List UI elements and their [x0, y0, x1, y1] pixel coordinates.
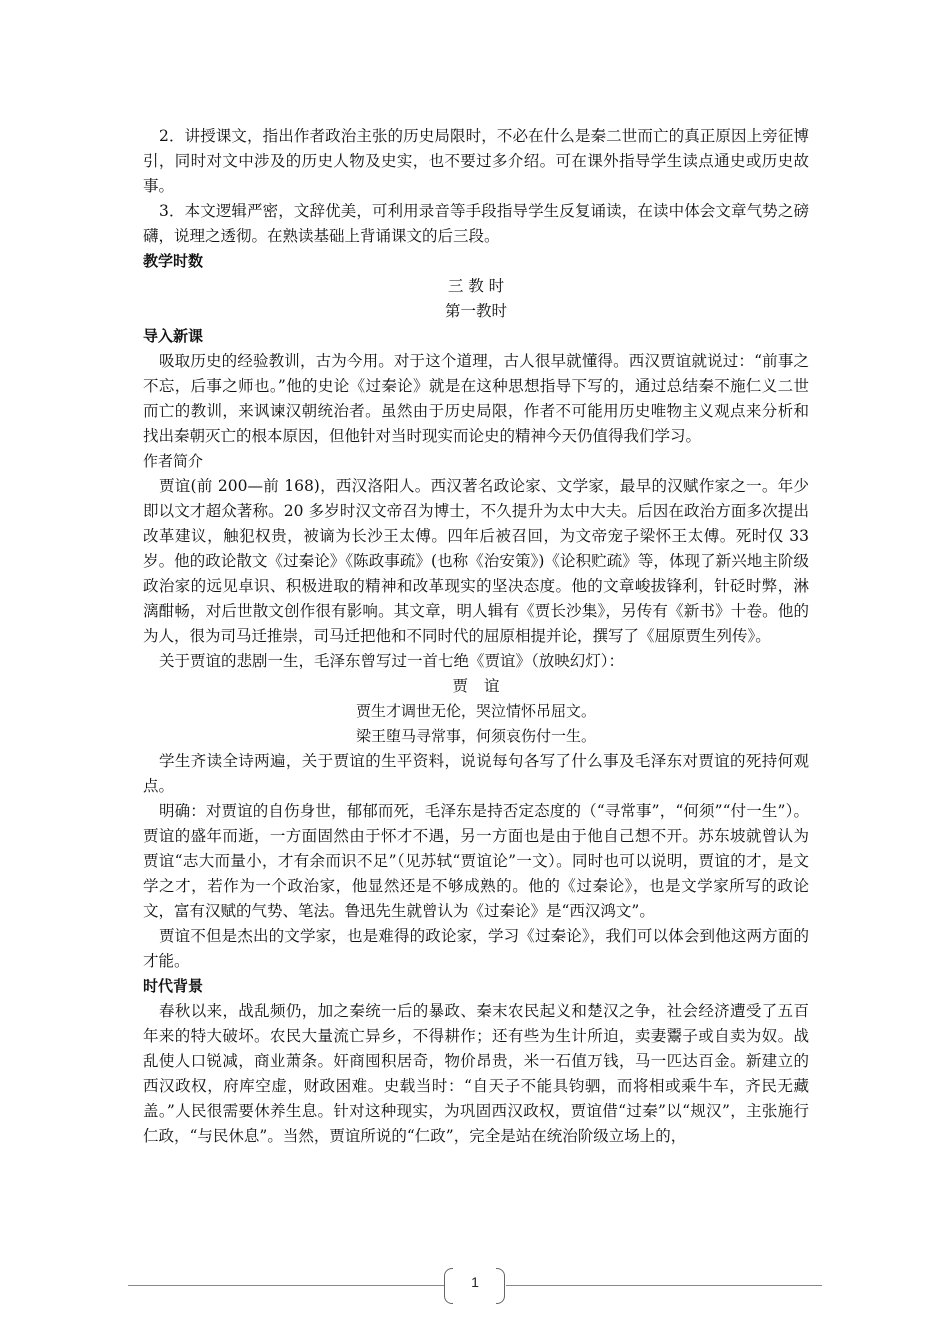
paragraph-intro: 吸取历史的经验教训，古为今用。对于这个道理，古人很早就懂得。西汉贾谊就说过：“前事之不忘，后事之师也。”他的史论《过秦论》就是在这种思想指导下写的，通过总结秦不施仁义二世而亡的教训，来讽谏汉朝统治者。虽然由于历史局限，作者不可能用历史唯物主义观点来分析和找出秦朝灭亡的根本原因，但他针对当时现实而论史的精神今天仍值得我们学习。: [143, 352, 809, 445]
poem-title: 贾谊: [452, 677, 516, 695]
footer-rule-left: [128, 1285, 444, 1286]
footer-rule-right: [506, 1285, 822, 1286]
poem-line-2: 梁王堕马寻常事，何须哀伤付一生。: [355, 727, 596, 745]
poem-line-1: 贾生才调世无伦，哭泣情怀吊屈文。: [355, 702, 596, 720]
heading-background: 时代背景: [143, 977, 204, 995]
paragraph-student-activity: 学生齐读全诗两遍，关于贾谊的生平资料，说说每句各写了什么事及毛泽东对贾谊的死持何观点。: [143, 752, 809, 795]
paragraph-mao-poem-intro: 关于贾谊的悲剧一生，毛泽东曾写过一首七绝《贾谊》（放映幻灯）：: [159, 652, 625, 670]
paragraph-teaching-note-2: 2．讲授课文，指出作者政治主张的历史局限时，不必在什么是秦二世而亡的真正原因上旁征博引，同时对文中涉及的历史人物及史实，也不要过多介绍。可在课外指导学生读点通史或历史故事。: [143, 127, 809, 195]
paragraph-teaching-note-3: 3．本文逻辑严密，文辞优美，可利用录音等手段指导学生反复诵读，在读中体会文章气势之磅礴，说理之透彻。在熟读基础上背诵课文的后三段。: [143, 202, 809, 245]
heading-author: 作者简介: [143, 452, 204, 470]
footer-left-brace: [444, 1268, 453, 1304]
paragraph-two-talents: 贾谊不但是杰出的文学家，也是难得的政论家，学习《过秦论》，我们可以体会到他这两方面的才能。: [143, 927, 809, 970]
footer-right-brace: [496, 1268, 505, 1304]
heading-intro: 导入新课: [143, 327, 204, 345]
heading-teaching-hours: 教学时数: [143, 252, 204, 270]
paragraph-background: 春秋以来，战乱频仍，加之秦统一后的暴政、秦末农民起义和楚汉之争，社会经济遭受了五百年来的特大破坏。农民大量流亡异乡，不得耕作；还有些为生计所迫，卖妻鬻子或自卖为奴。战乱使人口锐减，商业萧条。奸商囤积居奇，物价昂贵，米一石值万钱，马一匹达百金。新建立的西汉政权，府库空虚，财政困难。史载当时：“自天子不能具钧驷，而将相或乘牛车，齐民无藏盖。”人民很需要休养生息。针对这种现实，为巩固西汉政权，贾谊借“过秦”以“规汉”，主张施行仁政，“与民休息”。当然，贾谊所说的“仁政”，完全是站在统治阶级立场上的，: [143, 1002, 809, 1145]
paragraph-author: 贾谊(前 200—前 168)，西汉洛阳人。西汉著名政论家、文学家，最早的汉赋作家之一。年少即以文才超众著称。20 多岁时汉文帝召为博士，不久提升为太中大夫。后因在政治方面多次提出改革建议，触犯权贵，被谪为长沙王太傅。四年后被召回，为文帝宠子梁怀王太傅。死时仅 33 岁。他的政论散文《过秦论》《陈政事疏》(也称《治安策》)《论积贮疏》等，体现了新兴地主阶级政治家的远见卓识、积极进取的精神和改革现实的坚决态度。他的文章峻拔锋利，针砭时弊，淋漓酣畅，对后世散文创作很有影响。其文章，明人辑有《贾长沙集》，另传有《新书》十卷。他的为人，很为司马迁推崇，司马迁把他和不同时代的屈原相提并论，撰写了《屈原贾生列传》。: [143, 477, 809, 645]
lesson-one-title: 第一教时: [444, 302, 507, 320]
page-body: [143, 124, 809, 1149]
hours-total: 三 教 时: [447, 277, 505, 295]
page-number: 1: [471, 1274, 479, 1290]
paragraph-clarification: 明确：对贾谊的自伤身世，郁郁而死，毛泽东是持否定态度的（“寻常事”，“何须”“付一生”）。贾谊的盛年而逝，一方面固然由于怀才不遇，另一方面也是由于他自己想不开。苏东坡就曾认为贾谊“志大而量小，才有余而识不足”（见苏轼“贾谊论”一文）。同时也可以说明，贾谊的才，是文学之才，若作为一个政治家，他显然还是不够成熟的。他的《过秦论》，也是文学家所写的政论文，富有汉赋的气势、笔法。鲁迅先生就曾认为《过秦论》是“西汉鸿文”。: [143, 802, 809, 920]
page-footer: [0, 1268, 950, 1304]
